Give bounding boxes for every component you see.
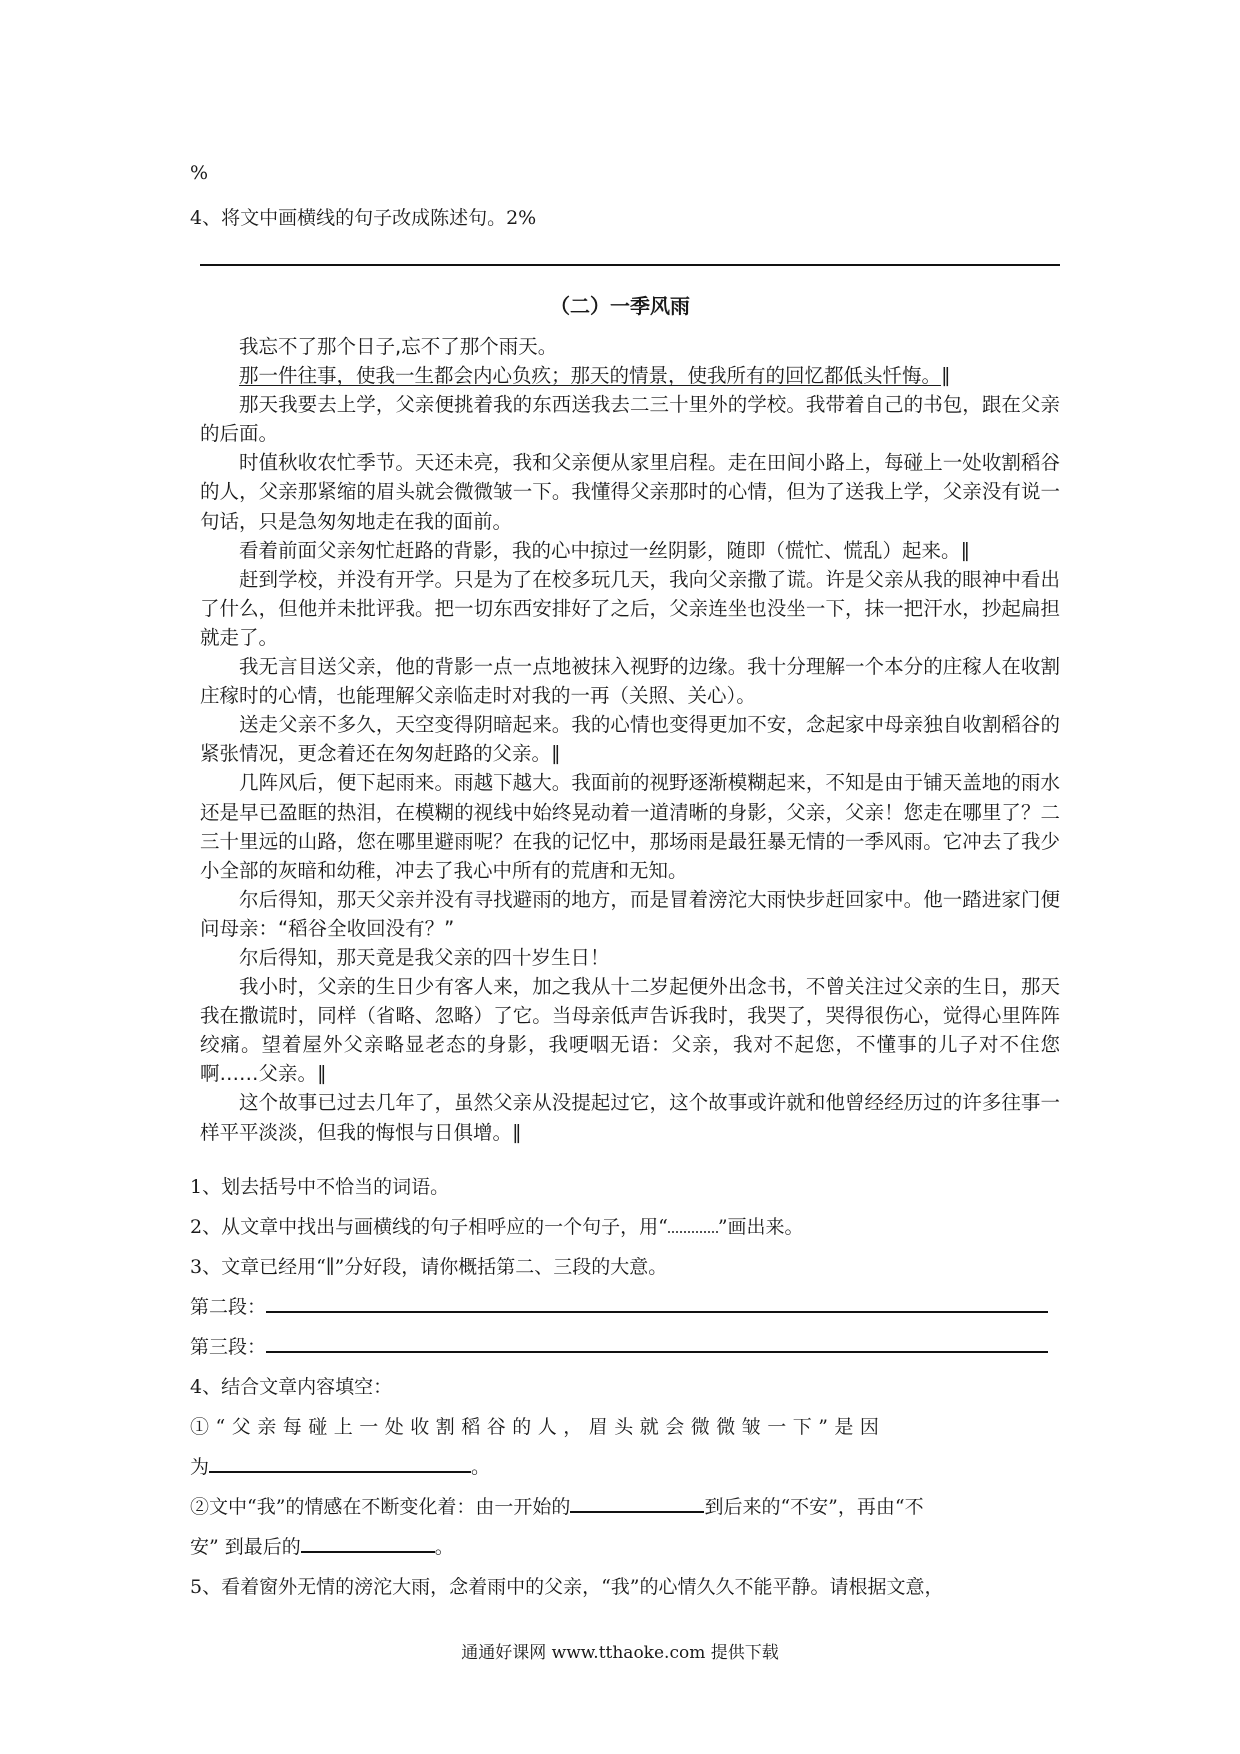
section-2-answer-blank[interactable]: [266, 1293, 1048, 1313]
q4-1-prefix: 为: [190, 1456, 210, 1478]
paragraph-7: 我无言目送父亲，他的背影一点一点地被抹入视野的边缘。我十分理解一个本分的庄稼人在收割庄稼时的心情，也能理解父亲临走时对我的一再（关照、关心）。: [200, 655, 1060, 708]
section-mark: ∥: [941, 364, 951, 388]
question-4-item-1: ①“父亲每碰上一处收割稻谷的人，眉头就会微微皱一下”是因: [190, 1416, 886, 1438]
paragraph-12: 我小时，父亲的生日少有客人来，加之我从十二岁起便外出念书，不曾关注过父亲的生日，那天我在撒谎时，同样（省略、忽略）了它。当母亲低声告诉我时，我哭了，哭得很伤心，觉得心里阵阵绞痛。望着屋外父亲略显老态的身影，我哽咽无语：父亲，我对不起您，不懂事的儿子对不住您啊……父亲。∥: [200, 975, 1060, 1086]
paragraph-11: 尔后得知，那天竟是我父亲的四十岁生日！: [239, 945, 610, 969]
wavy-underline-sample: [668, 1215, 718, 1233]
section-3-label: 第三段：: [190, 1336, 267, 1358]
paragraph-6: 赶到学校，并没有开学。只是为了在校多玩几天，我向父亲撒了谎。许是父亲从我的眼神中看出了什么，但他并未批评我。把一切东西安排好了之后，父亲连坐也没坐一下，抹一把汗水，抄起扁担就走了。: [200, 567, 1060, 649]
q4-2-second-blank[interactable]: [301, 1533, 435, 1553]
paragraph-3: 那天我要去上学，父亲便挑着我的东西送我去二三十里外的学校。我带着自己的书包，跟在父亲的后面。: [200, 393, 1060, 446]
question-4: 4、结合文章内容填空：: [190, 1376, 393, 1398]
question-5: 5、看着窗外无情的滂沱大雨，念着雨中的父亲，“我”的心情久久不能平静。请根据文意，: [190, 1576, 944, 1598]
article-body: [200, 332, 1060, 1147]
q4-2-text-a: ②文中“我”的情感在不断变化着：由一开始的: [190, 1496, 571, 1518]
question-2: [190, 1212, 804, 1239]
page-footer: 通通好课网 www.tthaoke.com 提供下载: [461, 1643, 779, 1663]
answer-line: [200, 264, 1060, 266]
article-title: （二）一季风雨: [550, 294, 690, 318]
paragraph-10: 尔后得知，那天父亲并没有寻找避雨的地方，而是冒着滂沱大雨快步赶回家中。他一踏进家门便问母亲：“稻谷全收回没有？”: [200, 887, 1060, 940]
section-2-label: 第二段：: [190, 1296, 267, 1318]
q4-2-text-c: 安” 到最后的: [190, 1536, 301, 1558]
paragraph-4: 时值秋收农忙季节。天还未亮，我和父亲便从家里启程。走在田间小路上，每碰上一处收割稻谷的人，父亲那紧缩的眉头就会微微皱一下。我懂得父亲那时的心情，但为了送我上学，父亲没有说一句话，只是急匆匆地走在我的面前。: [200, 451, 1060, 533]
question-1: 1、划去括号中不恰当的词语。: [190, 1176, 450, 1198]
q4-2-text-b: 到后来的“不安”，再由“不: [704, 1496, 924, 1518]
percent-sign: %: [190, 162, 209, 184]
paragraph-1: 我忘不了那个日子,忘不了那个雨天。: [239, 335, 558, 358]
section-3-answer-blank[interactable]: [266, 1333, 1048, 1353]
q4-1-suffix: 。: [471, 1456, 491, 1478]
q4-1-answer-blank[interactable]: [209, 1453, 471, 1473]
paragraph-2: [200, 361, 1060, 390]
question-4-item-1-cont: [190, 1452, 490, 1479]
question-3: 3、文章已经用“∥”分好段，请你概括第二、三段的大意。: [190, 1256, 668, 1278]
question-4-item-2: [190, 1492, 924, 1519]
q4-2-first-blank[interactable]: [570, 1493, 704, 1513]
question-2-text-b: ”画出来。: [717, 1216, 804, 1238]
question-3-section-2: [190, 1292, 1048, 1319]
question-2-text-a: 2、从文章中找出与画横线的句子相呼应的一个句子，用“: [190, 1216, 668, 1238]
question-3-section-3: [190, 1332, 1048, 1359]
q4-2-text-d: 。: [434, 1536, 454, 1558]
underlined-sentence: 那一件往事，使我一生都会内心负疚；那天的情景，使我所有的回忆都低头忏悔。: [239, 364, 942, 388]
paragraph-8: 送走父亲不多久，天空变得阴暗起来。我的心情也变得更加不安，念起家中母亲独自收割稻谷的紧张情况，更念着还在匆匆赶路的父亲。∥: [200, 713, 1060, 766]
paragraph-9: 几阵风后，便下起雨来。雨越下越大。我面前的视野逐渐模糊起来，不知是由于铺天盖地的雨水还是早已盈眶的热泪，在模糊的视线中始终晃动着一道清晰的身影，父亲，父亲！您走在哪里了？二三十里远的山路，您在哪里避雨呢？在我的记忆中，那场雨是最狂暴无情的一季风雨。它冲去了我少小全部的灰暗和幼稚，冲去了我心中所有的荒唐和无知。: [200, 771, 1060, 882]
question-4-previous: 4、将文中画横线的句子改成陈述句。2%: [190, 207, 537, 229]
paragraph-13: 这个故事已过去几年了，虽然父亲从没提起过它，这个故事或许就和他曾经经历过的许多往事一样平平淡淡，但我的悔恨与日俱增。∥: [200, 1091, 1060, 1144]
question-4-item-2-cont: [190, 1532, 454, 1559]
paragraph-5: 看着前面父亲匆忙赶路的背影，我的心中掠过一丝阴影，随即（慌忙、慌乱）起来。∥: [239, 538, 971, 562]
